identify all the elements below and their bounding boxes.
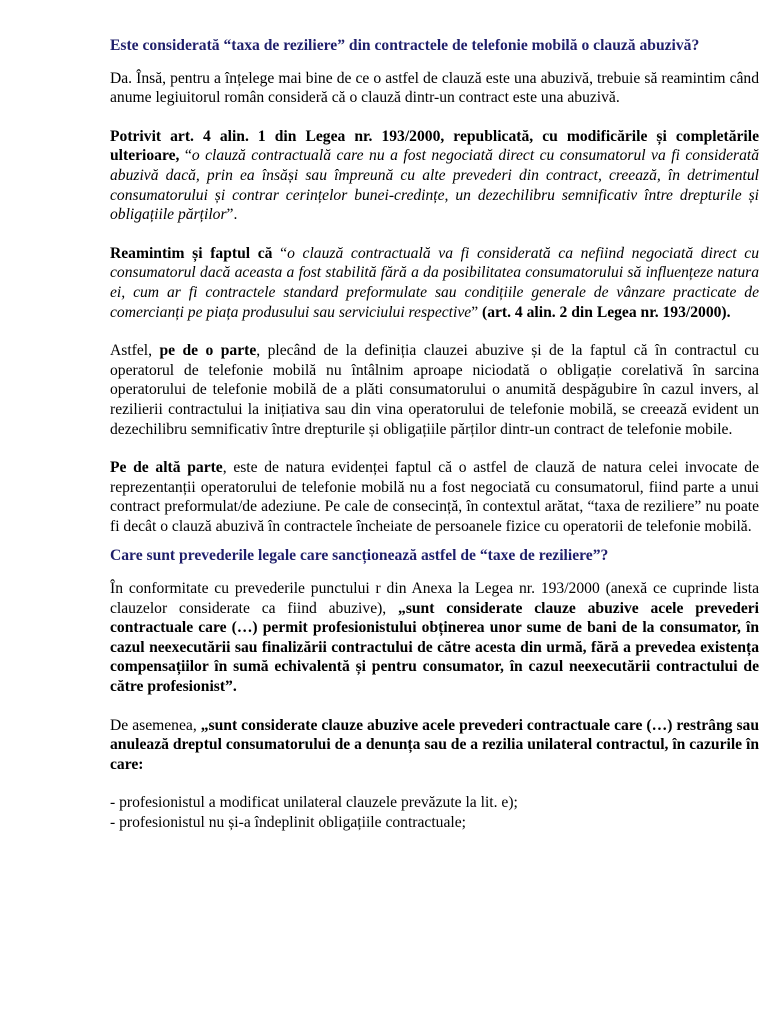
open-quote: “ (179, 147, 192, 165)
paragraph-reminder-bold: Reamintim și faptul că (110, 244, 273, 262)
quote-art4-alin2: o clauză contractuală va fi considerată ca nefiind negociată direct cu consumatorul dacă aceasta a fost stabilită fără a da posibilitatea consumatorului să influențeze natura ei, cum ar fi contractele standard preformulate sau condițiile generale de vânzare practicate de comercianți pe piața produsului sau serviciului respective (110, 244, 759, 321)
quote-art4-alin1: o clauză contractuală care nu a fost negociată direct cu consumatorul va fi considerată abuzivă dacă, prin ea însăși sau împreună cu alte prevederi din contract, creează, în detrimentul consumatorului și contrar cerințelor bunei-credințe, un dezechilibru semnificativ între drepturile și obligațiile părților (110, 147, 759, 224)
paragraph-art4-bold: Potrivit art. 4 alin. 1 din Legea nr. 193/2000, republicată, cu modificările și completările ulterioare, (110, 127, 759, 165)
paragraph-annex-point-r (110, 579, 759, 697)
paragraph-answer: Da. Însă, pentru a înțelege mai bine de ce o astfel de clauză este una abuzivă, trebuie să reamintim când anume legiuitorul român consideră că o clauză dintr-un contract este una abuzivă. (110, 69, 759, 107)
list-item: - profesionistul a modificat unilateral clauzele prevăzute la lit. e); (110, 794, 518, 812)
list-item: - profesionistul nu și-a îndeplinit obligațiile contractuale; (110, 814, 466, 831)
quote-annex-termination: „sunt considerate clauze abuzive acele prevederi contractuale care (…) restrâng sau anulează dreptul consumatorului de a denunța sau de a rezilia unilateral contractul, în cazurile în care: (110, 716, 759, 773)
paragraph-art4-alin1 (110, 127, 759, 225)
text-run: În conformitate cu prevederile punctului r din Anexa la Legea nr. 193/2000 (anexă ce cuprinde lista clauzelor considerate ca fiind abuzive), (110, 580, 759, 617)
text-run: , plecând de la definiția clauzei abuzive și de la faptul că în contractul cu operatorul de telefonie mobilă nu întâlnim aproape niciodată o obligație corelativă în sarcina operatorului de telefonie mobilă de a plăti consumatorului o anumită despăgubire în cazul invers, al rezilierii contractului la inițiativa sau din vina operatorului de telefonie mobilă, se creează evident un dezechilibru semnificativ între drepturile și obligațiile părților dintr-un contract de telefonie mobile. (110, 342, 760, 438)
paragraph-art4-alin2 (110, 244, 759, 322)
close-quote: ” (471, 303, 483, 321)
paragraph-first-argument (110, 341, 759, 439)
paragraph-annex-termination (110, 716, 759, 775)
heading-question-2: Care sunt prevederile legale care sancționează astfel de “taxe de reziliere”? (110, 547, 609, 565)
heading-question-1: Este considerată “taxa de reziliere” din contractele de telefonie mobilă o clauză abuzivă? (110, 37, 700, 54)
document-page (110, 36, 759, 833)
quote-annex-point-r: „sunt considerate clauze abuzive acele prevederi contractuale care (…) permit profesionistului obținerea unor sume de bani de la consumator, în cazul neexecutării sau finalizării contractului de către acesta din urmă, fără a prevedea existența compensațiilor în sumă echivalentă și pentru consumator, în cazul neexecutării contractului de către profesionist”. (110, 599, 759, 696)
text-run: De asemenea, (110, 716, 201, 734)
paragraph-second-argument (110, 458, 759, 536)
legal-reference: (art. 4 alin. 2 din Legea nr. 193/2000). (482, 303, 731, 321)
text-run: Astfel, (110, 342, 160, 360)
phrase-pe-de-alta-parte: Pe de altă parte (110, 459, 223, 477)
phrase-pe-de-o-parte: pe de o parte (159, 342, 257, 360)
open-quote: “ (272, 244, 288, 262)
text-run: , este de natura evidenței faptul că o astfel de clauză de natura celei invocate de reprezentanții operatorului de telefonie mobilă nu a fost negociată cu consumatorul, fiind parte a unui contract preformulat/de adeziune. Pe cale de consecință, în contextul arătat, “taxa de reziliere” nu poate fi decât o clauză abuzivă în contractele încheiate de persoanele fizice cu operatorii de telefonie mobilă. (110, 459, 759, 535)
close-quote: ”. (226, 206, 238, 224)
